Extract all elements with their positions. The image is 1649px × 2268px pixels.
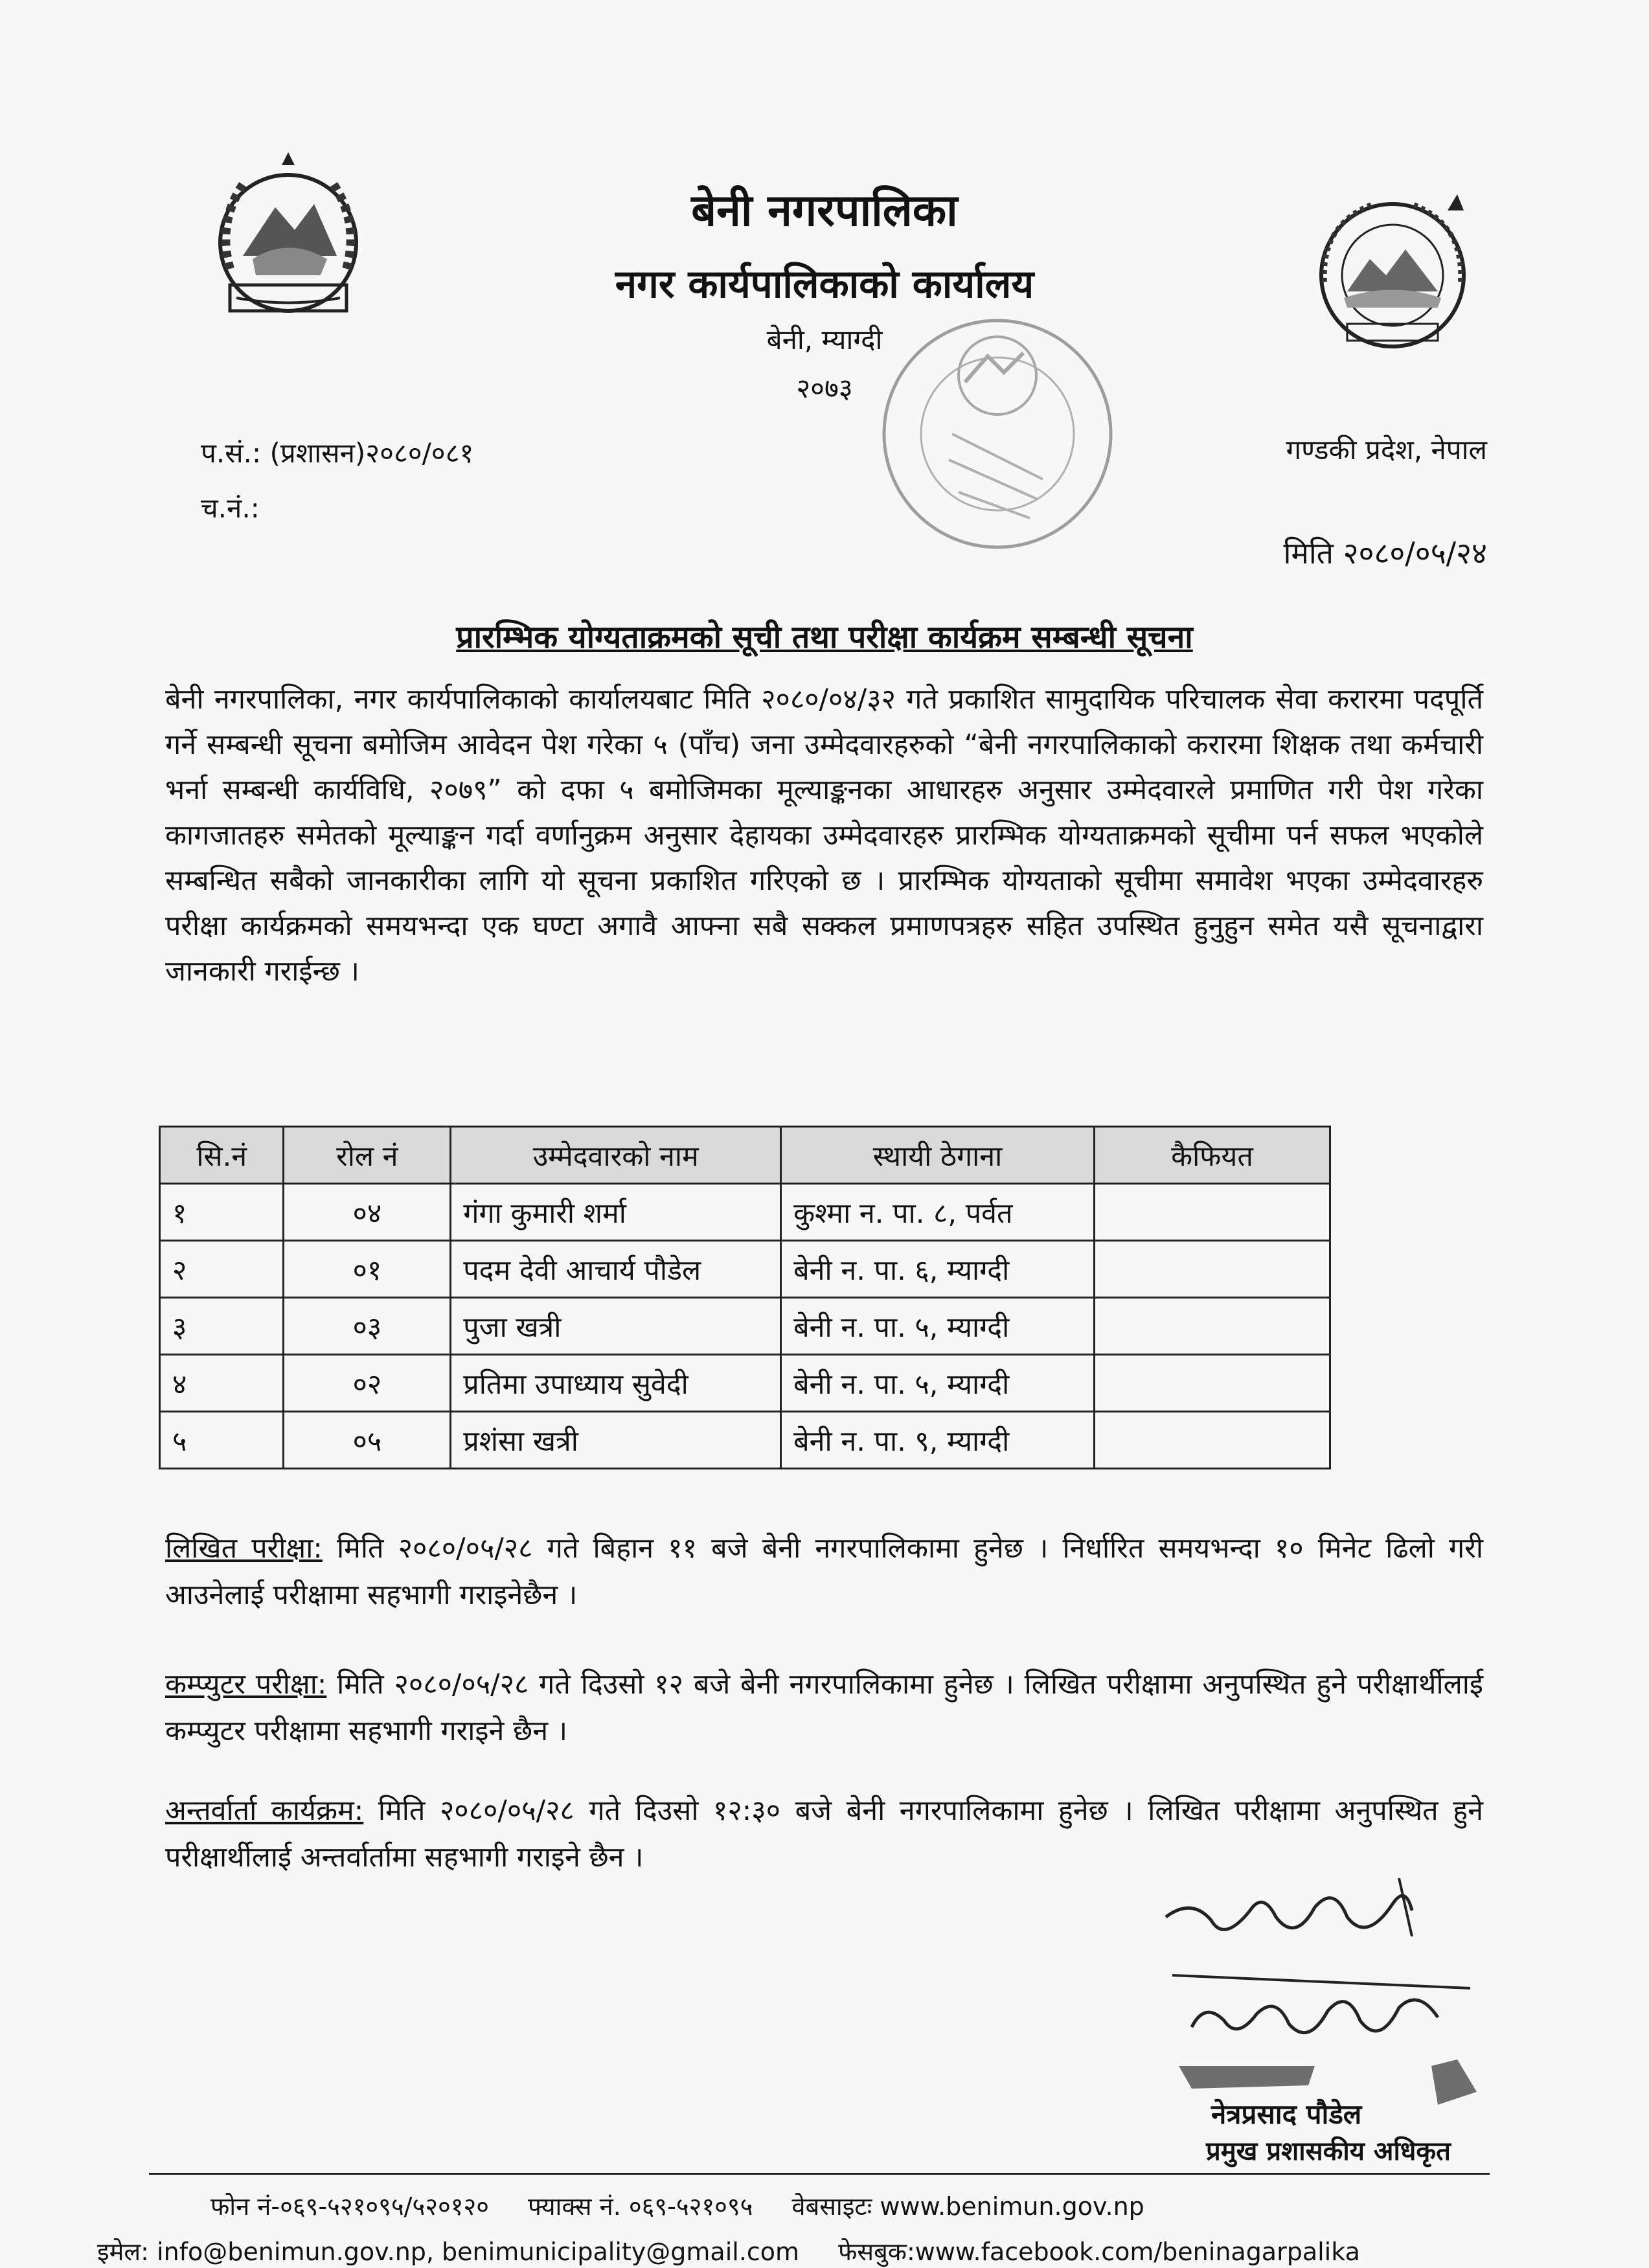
- table-row: [160, 1184, 1330, 1241]
- written-exam-text: मिति २०८०/०५/२८ गते बिहान ११ बजे बेनी नगरपालिकामा हुनेछ । निर्धारित समयभन्दा १० मिनेट ढिलो गरी आउनेलाई परीक्षामा सहभागी गराइनेछैन ।: [165, 1532, 1483, 1611]
- cell-roll: ०५: [284, 1412, 451, 1469]
- province-name: गण्डकी प्रदेश, नेपाल: [1286, 434, 1487, 466]
- table-row: [160, 1355, 1330, 1412]
- cell-serial: १: [160, 1184, 284, 1241]
- signatory-title: प्रमुख प्रशासकीय अधिकृत: [1206, 2137, 1451, 2166]
- footer-website[interactable]: वेबसाइटः www.benimun.gov.np: [791, 2192, 1144, 2221]
- footer-online-row: [97, 2234, 1360, 2268]
- established-year: २०७३: [796, 372, 853, 404]
- cell-name: गंगा कुमारी शर्मा: [451, 1184, 781, 1241]
- cell-serial: ५: [160, 1412, 284, 1469]
- table-row: [160, 1241, 1330, 1298]
- written-exam-notice: [165, 1525, 1483, 1618]
- footer-phone: फोन नं-०६९-५२१०९५/५२०१२०: [210, 2192, 490, 2221]
- interview-label: अन्तर्वार्ता कार्यक्रम:: [165, 1795, 364, 1827]
- footer-fax: फ्याक्स नं. ०६९-५२१०९५: [528, 2192, 753, 2221]
- col-roll: रोल नं: [284, 1127, 451, 1184]
- interview-text: मिति २०८०/०५/२८ गते दिउसो १२:३० बजे बेनी नगरपालिकामा हुनेछ । लिखित परीक्षामा अनुपस्थित हुने परीक्षार्थीलाई अन्तर्वार्तामा सहभागी गराइने छैन ।: [165, 1795, 1483, 1874]
- cell-name: प्रतिमा उपाध्याय सुवेदी: [451, 1355, 781, 1412]
- col-address: स्थायी ठेगाना: [781, 1127, 1095, 1184]
- table-header-row: [160, 1127, 1330, 1184]
- municipality-name: बेनी नगरपालिका: [691, 185, 958, 236]
- col-serial: सि.नं: [160, 1127, 284, 1184]
- cell-serial: २: [160, 1241, 284, 1298]
- cell-roll: ०१: [284, 1241, 451, 1298]
- candidate-table: [159, 1126, 1331, 1469]
- office-name: नगर कार्यपालिकाको कार्यालय: [615, 262, 1034, 307]
- cell-remarks: [1094, 1241, 1330, 1298]
- cell-remarks: [1094, 1184, 1330, 1241]
- written-exam-label: लिखित परीक्षा:: [165, 1532, 323, 1565]
- interview-notice: [165, 1787, 1483, 1881]
- notice-subject: प्रारम्भिक योग्यताक्रमको सूची तथा परीक्षा कार्यक्रम सम्बन्धी सूचना: [456, 619, 1193, 655]
- cell-name: पुजा खत्री: [451, 1298, 781, 1355]
- reference-number: प.सं.: (प्रशासन)२०८०/०८१: [201, 437, 474, 469]
- cell-address: बेनी न. पा. ९, म्याग्दी: [781, 1412, 1095, 1469]
- cell-remarks: [1094, 1298, 1330, 1355]
- cell-serial: ३: [160, 1298, 284, 1355]
- footer-divider: [149, 2173, 1490, 2175]
- dispatch-number: च.नं.:: [201, 492, 260, 524]
- cell-roll: ०४: [284, 1184, 451, 1241]
- table-row: [160, 1412, 1330, 1469]
- cell-remarks: [1094, 1412, 1330, 1469]
- cell-remarks: [1094, 1355, 1330, 1412]
- notice-body: बेनी नगरपालिका, नगर कार्यपालिकाको कार्यालयबाट मिति २०८०/०४/३२ गते प्रकाशित सामुदायिक परिचालक सेवा करारमा पदपूर्ति गर्ने सम्बन्धी सूचना बमोजिम आवेदन पेश गरेका ५ (पाँच) जना उम्मेदवारहरुको “बेनी नगरपालिकाको करारमा शिक्षक तथा कर्मचारी भर्ना सम्बन्धी कार्यविधि, २०७९” को दफा ५ बमोजिमका मूल्याङ्कनका आधारहरु अनुसार उम्मेदवारले प्रमाणित गरी पेश गरेका कागजातहरु समेतको मूल्याङ्कन गर्दा वर्णानुक्रम अनुसार देहायका उम्मेदवारहरु प्रारम्भिक योग्यताक्रमको सूचीमा पर्न सफल भएकोले सम्बन्धित सबैको जानकारीका लागि यो सूचना प्रकाशित गरिएको छ । प्रारम्भिक योग्यताको सूचीमा समावेश भएका उम्मेदवारहरु परीक्षा कार्यक्रमको समयभन्दा एक घण्टा अगावै आफ्ना सबै सक्कल प्रमाणपत्रहरु सहित उपस्थित हुनुहुन समेत यसै सूचनाद्वारा जानकारी गराईन्छ ।: [165, 683, 1483, 988]
- notice-date: मिति २०८०/०५/२४: [1283, 536, 1487, 571]
- cell-serial: ४: [160, 1355, 284, 1412]
- table-row: [160, 1298, 1330, 1355]
- computer-exam-label: कम्प्युटर परीक्षा:: [165, 1668, 327, 1701]
- cell-address: कुश्मा न. पा. ८, पर्वत: [781, 1184, 1095, 1241]
- cell-name: पदम देवी आचार्य पौडेल: [451, 1241, 781, 1298]
- office-location: बेनी, म्याग्दी: [766, 324, 883, 356]
- cell-address: बेनी न. पा. ५, म्याग्दी: [781, 1298, 1095, 1355]
- col-remarks: कैफियत: [1094, 1127, 1330, 1184]
- computer-exam-text: मिति २०८०/०५/२८ गते दिउसो १२ बजे बेनी नगरपालिकामा हुनेछ । लिखित परीक्षामा अनुपस्थित हुने परीक्षार्थीलाई कम्प्युटर परीक्षामा सहभागी गराइने छैन ।: [165, 1668, 1484, 1747]
- cell-roll: ०२: [284, 1355, 451, 1412]
- cell-name: प्रशंसा खत्री: [451, 1412, 781, 1469]
- cell-roll: ०३: [284, 1298, 451, 1355]
- computer-exam-notice: [165, 1661, 1483, 1754]
- footer-contact-row: [210, 2189, 1144, 2223]
- col-name: उम्मेदवारको नाम: [451, 1127, 781, 1184]
- cell-address: बेनी न. पा. ५, म्याग्दी: [781, 1355, 1095, 1412]
- cell-address: बेनी न. पा. ६, म्याग्दी: [781, 1241, 1095, 1298]
- footer-email[interactable]: इमेल: info@benimun.gov.np, benimunicipality@gmail.com: [97, 2238, 800, 2266]
- footer-facebook[interactable]: फेसबुक:www.facebook.com/beninagarpalika: [838, 2238, 1360, 2266]
- signatory-name: नेत्रप्रसाद पौडेल: [1211, 2098, 1362, 2130]
